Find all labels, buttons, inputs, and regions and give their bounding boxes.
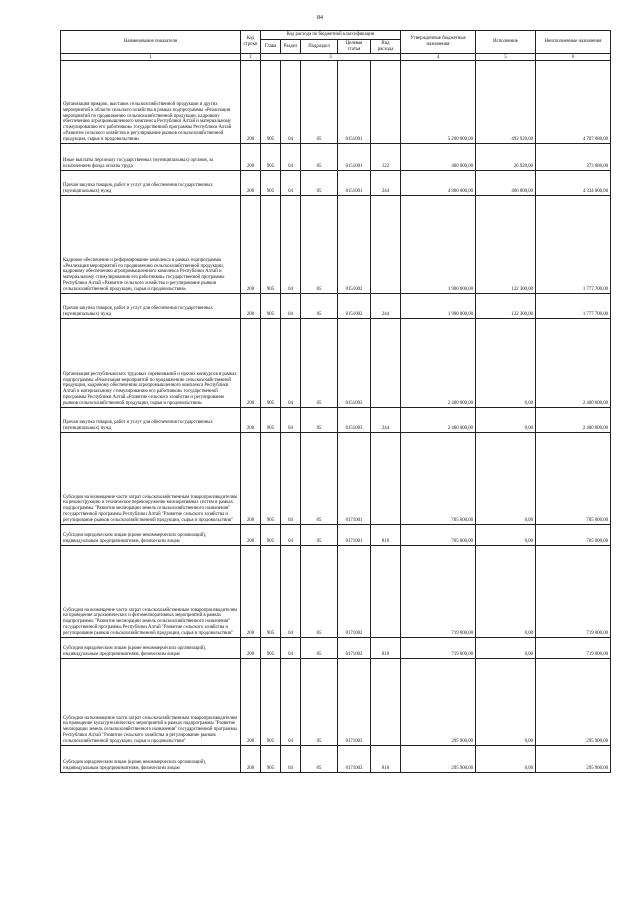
row-line-code: 200	[241, 61, 261, 144]
table-row	[61, 746, 611, 773]
row-expense-type: 244	[371, 294, 401, 319]
row-executed: 0,00	[476, 408, 536, 433]
row-approved: 5 200 000,00	[401, 61, 476, 144]
row-name: Прочая закупка товаров, работ и услуг для обеспечения государственных (муниципальных) нужд	[61, 408, 241, 433]
row-executed: 122 300,00	[476, 196, 536, 294]
row-approved: 719 000,00	[401, 638, 476, 659]
row-line-code: 200	[241, 294, 261, 319]
row-expense-type	[371, 659, 401, 746]
row-unexecuted: 705 000,00	[536, 433, 611, 525]
row-target: 0151001	[338, 61, 371, 144]
table-row	[61, 659, 611, 746]
row-unexecuted: 1 777 700,00	[536, 294, 611, 319]
row-expense-type	[371, 319, 401, 408]
row-podrazdel: 05	[301, 746, 338, 773]
row-glava: 905	[261, 746, 281, 773]
row-unexecuted: 2 400 000,00	[536, 319, 611, 408]
column-number: 6	[536, 54, 611, 61]
header-expense-type: Вид расхода	[371, 39, 401, 54]
row-glava: 905	[261, 659, 281, 746]
row-target: 0171003	[338, 659, 371, 746]
row-target: 0171002	[338, 638, 371, 659]
row-podrazdel: 05	[301, 525, 338, 546]
header-glava: Глава	[261, 39, 281, 54]
row-glava: 905	[261, 546, 281, 638]
row-podrazdel: 05	[301, 144, 338, 171]
row-target: 0171003	[338, 746, 371, 773]
row-executed: 0,00	[476, 638, 536, 659]
row-name: Организация республиканских трудовых соревнований и прочих конкурсов в рамках подпрограммы «Реализация мероприятий по продвижению сельскохозяйственной продукции, кадровому обеспечению агропромышленного комплекса Республики Алтай и материальному стимулированию его работников» государственной программы Республики Алтай «Развитие сельского хозяйства и регулирование рынков сельскохозяйственной продукции, сырья и продовольствия»	[61, 319, 241, 408]
row-executed: 0,00	[476, 319, 536, 408]
row-glava: 905	[261, 171, 281, 196]
row-glava: 905	[261, 319, 281, 408]
row-name: Иные выплаты персоналу государственных (муниципальных) органов, за исключением фонда оплаты труда	[61, 144, 241, 171]
row-unexecuted: 719 000,00	[536, 546, 611, 638]
header-podrazdel: Подраздел	[301, 39, 338, 54]
header-line-code: Код строки	[241, 31, 261, 54]
row-line-code: 200	[241, 408, 261, 433]
column-number: 2	[241, 54, 261, 61]
row-approved: 295 900,00	[401, 659, 476, 746]
row-expense-type	[371, 433, 401, 525]
row-approved: 295 900,00	[401, 746, 476, 773]
row-target: 0171001	[338, 525, 371, 546]
header-name: Наименование показателя	[61, 31, 241, 54]
header-executed: Исполнение	[476, 31, 536, 54]
row-executed: 0,00	[476, 659, 536, 746]
row-razdel: 04	[281, 408, 301, 433]
row-unexecuted: 705 000,00	[536, 525, 611, 546]
row-glava: 905	[261, 144, 281, 171]
row-name: Прочая закупка товаров, работ и услуг для обеспечения государственных (муниципальных) нужд	[61, 294, 241, 319]
row-expense-type	[371, 546, 401, 638]
row-unexecuted: 4 707 080,00	[536, 61, 611, 144]
row-razdel: 04	[281, 638, 301, 659]
row-expense-type: 244	[371, 408, 401, 433]
row-line-code: 200	[241, 433, 261, 525]
table-row	[61, 319, 611, 408]
table-row	[61, 546, 611, 638]
row-razdel: 04	[281, 659, 301, 746]
row-unexecuted: 373 080,00	[536, 144, 611, 171]
row-approved: 705 000,00	[401, 525, 476, 546]
row-glava: 905	[261, 196, 281, 294]
row-approved: 705 000,00	[401, 433, 476, 525]
column-number: 3	[261, 54, 401, 61]
table-row	[61, 525, 611, 546]
row-expense-type: 810	[371, 638, 401, 659]
row-target: 0151001	[338, 144, 371, 171]
row-name: Субсидии на возмещение части затрат сельскохозяйственным товаропроизводителям на проведение культуртехнических мероприятий в рамках подпрограммы "Развитие мелиорации земель сельскохозяйственного назначения" государственной программы Республики Алтай "Развитие сельского хозяйства и регулирование рынков сельскохозяйственной продукции, сырья и продовольствия"	[61, 659, 241, 746]
row-line-code: 200	[241, 659, 261, 746]
row-approved: 400 000,00	[401, 144, 476, 171]
row-approved: 2 400 000,00	[401, 319, 476, 408]
row-approved: 2 400 000,00	[401, 408, 476, 433]
row-podrazdel: 05	[301, 433, 338, 525]
row-name: Субсидии на возмещение части затрат сельскохозяйственным товаропроизводителям на проведение агрохимических и фитомелиоративных мероприятий в рамках подпрограммы "Развитие мелиорации земель сельскохозяйственного назначения" государственной программы Республики Алтай "Развитие сельского хозяйства и регулирование рынков сельскохозяйственной продукции, сырья и продовольствия"	[61, 546, 241, 638]
row-line-code: 200	[241, 638, 261, 659]
row-line-code: 200	[241, 144, 261, 171]
table-row	[61, 61, 611, 144]
row-expense-type: 244	[371, 171, 401, 196]
row-line-code: 200	[241, 196, 261, 294]
row-glava: 905	[261, 61, 281, 144]
row-executed: 0,00	[476, 546, 536, 638]
row-podrazdel: 05	[301, 546, 338, 638]
page-number: 84	[317, 15, 323, 21]
table-row	[61, 171, 611, 196]
table-header	[61, 31, 611, 61]
row-line-code: 200	[241, 171, 261, 196]
row-podrazdel: 05	[301, 294, 338, 319]
row-podrazdel: 05	[301, 408, 338, 433]
header-razdel: Раздел	[281, 39, 301, 54]
row-name: Субсидии юридическим лицам (кроме некоммерческих организаций), индивидуальным предпринимателям, физическим лицам	[61, 525, 241, 546]
row-podrazdel: 05	[301, 61, 338, 144]
row-glava: 905	[261, 433, 281, 525]
table-row	[61, 638, 611, 659]
row-target: 0171001	[338, 433, 371, 525]
row-name: Организация ярмарок, выставок сельскохозяйственной продукции и других мероприятий в области сельского хозяйства в рамках подпрограммы «Реализация мероприятий по продвижению сельскохозяйственной продукции, кадровому обеспечению агропромышленного комплекса Республики Алтай и материальному стимулированию его работников» государственной программы Республики Алтай «Развитие сельского хозяйства и регулирование рынков сельскохозяйственной продукции, сырья и продовольствия»	[61, 61, 241, 144]
row-name: Субсидии юридическим лицам (кроме некоммерческих организаций), индивидуальным предпринимателям, физическим лицам	[61, 746, 241, 773]
row-razdel: 04	[281, 196, 301, 294]
row-approved: 719 000,00	[401, 546, 476, 638]
table-row	[61, 294, 611, 319]
row-approved: 4 800 000,00	[401, 171, 476, 196]
row-razdel: 04	[281, 746, 301, 773]
table-row	[61, 196, 611, 294]
row-expense-type: 810	[371, 746, 401, 773]
row-unexecuted: 2 400 000,00	[536, 408, 611, 433]
row-name: Кадровое обеспечение и реформирование комплекса в рамках подпрограммы «Реализация мероприятий по продвижению сельскохозяйственной продукции, кадровому обеспечению агропромышленного комплекса Республики Алтай и материальному стимулированию его работников» государственной программы Республики Алтай «Развитие сельского хозяйства и регулирование рынков сельскохозяйственной продукции, сырья и продовольствия»	[61, 196, 241, 294]
column-numbers-row	[61, 54, 611, 61]
row-target: 0151003	[338, 408, 371, 433]
row-executed: 0,00	[476, 525, 536, 546]
row-executed: 0,00	[476, 433, 536, 525]
table-row	[61, 433, 611, 525]
row-glava: 905	[261, 294, 281, 319]
row-podrazdel: 05	[301, 196, 338, 294]
row-podrazdel: 05	[301, 638, 338, 659]
row-target: 0151002	[338, 196, 371, 294]
row-approved: 1 900 000,00	[401, 196, 476, 294]
row-name: Прочая закупка товаров, работ и услуг для обеспечения государственных (муниципальных) нужд	[61, 171, 241, 196]
row-expense-type: 810	[371, 525, 401, 546]
row-executed: 122 300,00	[476, 294, 536, 319]
header-target: Целевая статья	[338, 39, 371, 54]
row-target: 0151001	[338, 171, 371, 196]
row-podrazdel: 05	[301, 659, 338, 746]
row-unexecuted: 295 900,00	[536, 746, 611, 773]
header-approved: Утвержденные бюджетные назначения	[401, 31, 476, 54]
row-expense-type	[371, 61, 401, 144]
row-podrazdel: 05	[301, 171, 338, 196]
row-unexecuted: 719 000,00	[536, 638, 611, 659]
column-number: 4	[401, 54, 476, 61]
row-unexecuted: 295 900,00	[536, 659, 611, 746]
table-body	[61, 61, 611, 773]
row-razdel: 04	[281, 144, 301, 171]
header-classification: Код расхода по бюджетной классификации	[261, 31, 401, 40]
row-unexecuted: 4 334 000,00	[536, 171, 611, 196]
row-razdel: 04	[281, 546, 301, 638]
column-number: 5	[476, 54, 536, 61]
row-razdel: 04	[281, 294, 301, 319]
row-expense-type: 122	[371, 144, 401, 171]
row-razdel: 04	[281, 525, 301, 546]
row-target: 0171002	[338, 546, 371, 638]
row-unexecuted: 1 777 700,00	[536, 196, 611, 294]
row-approved: 1 900 000,00	[401, 294, 476, 319]
column-number: 1	[61, 54, 241, 61]
header-unexecuted: Неисполненные назначения	[536, 31, 611, 54]
budget-execution-table	[60, 30, 611, 773]
row-executed: 26 920,00	[476, 144, 536, 171]
row-glava: 905	[261, 638, 281, 659]
row-name: Субсидии юридическим лицам (кроме некоммерческих организаций), индивидуальным предпринимателям, физическим лицам	[61, 638, 241, 659]
row-executed: 0,00	[476, 746, 536, 773]
row-glava: 905	[261, 408, 281, 433]
row-expense-type	[371, 196, 401, 294]
row-razdel: 04	[281, 433, 301, 525]
row-line-code: 200	[241, 319, 261, 408]
row-line-code: 200	[241, 746, 261, 773]
row-razdel: 04	[281, 319, 301, 408]
row-target: 0151002	[338, 294, 371, 319]
row-name: Субсидии на возмещение части затрат сельскохозяйственным товаропроизводителям на реконструкцию и техническое перевооружение мелиоративных систем в рамках подпрограммы "Развитие мелиорации земель сельскохозяйственного назначения" государственной программы Республики Алтай "Развитие сельского хозяйства и регулирование рынков сельскохозяйственной продукции, сырья и продовольствия"	[61, 433, 241, 525]
row-glava: 905	[261, 525, 281, 546]
row-line-code: 200	[241, 546, 261, 638]
row-podrazdel: 05	[301, 319, 338, 408]
row-executed: 466 000,00	[476, 171, 536, 196]
row-executed: 492 920,00	[476, 61, 536, 144]
table-row	[61, 144, 611, 171]
row-target: 0151003	[338, 319, 371, 408]
table-row	[61, 408, 611, 433]
row-razdel: 04	[281, 171, 301, 196]
row-razdel: 04	[281, 61, 301, 144]
row-line-code: 200	[241, 525, 261, 546]
